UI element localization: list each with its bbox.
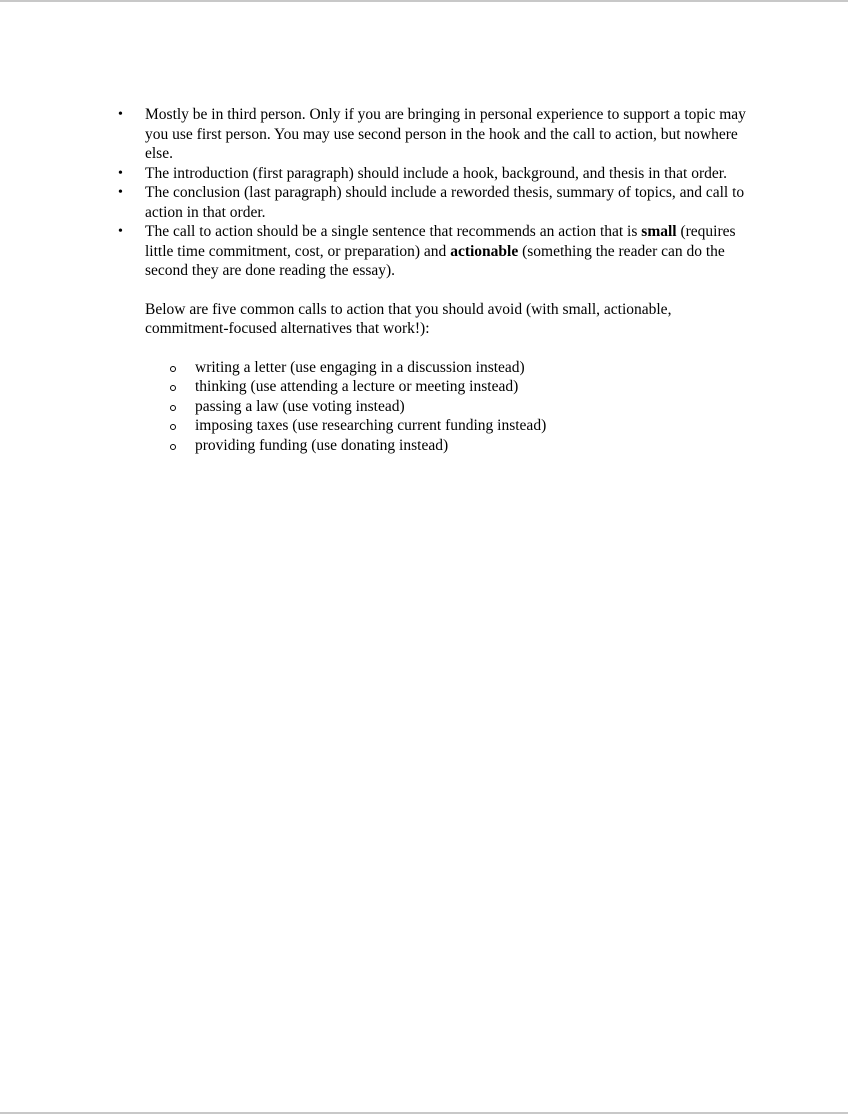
- list-item: • Mostly be in third person. Only if you are bringing in personal experience to support a topic may you use first person. You may use second person in the hook and the call to action, but nowhere else.: [118, 105, 758, 164]
- bold-term-actionable: actionable: [450, 242, 519, 260]
- list-item-text: (requires little time commitment, cost, or preparation) and: [145, 223, 736, 260]
- guidelines-list: [118, 105, 758, 281]
- list-item-text: The call to action should be a single sentence that recommends an action that is: [145, 223, 642, 240]
- calls-to-action-intro: Below are five common calls to action that you should avoid (with small, actionable, commitment-focused alternatives that work!):: [145, 300, 672, 337]
- list-item: thinking (use attending a lecture or meeting instead): [170, 377, 758, 397]
- document-body: [118, 105, 758, 455]
- list-item: writing a letter (use engaging in a discussion instead): [170, 358, 758, 378]
- list-item: providing funding (use donating instead): [170, 436, 758, 456]
- list-item: passing a law (use voting instead): [170, 397, 758, 417]
- list-item: • The introduction (first paragraph) should include a hook, background, and thesis in that order.: [118, 164, 758, 184]
- list-item-text: (something the reader can do the second they are done reading the essay).: [145, 242, 725, 279]
- list-item: • The conclusion (last paragraph) should include a reworded thesis, summary of topics, and call to action in that order.: [118, 183, 758, 222]
- list-item: [118, 222, 758, 281]
- bold-term-small: small: [641, 223, 677, 240]
- list-item: imposing taxes (use researching current funding instead): [170, 416, 758, 436]
- calls-to-action-list: [170, 358, 758, 456]
